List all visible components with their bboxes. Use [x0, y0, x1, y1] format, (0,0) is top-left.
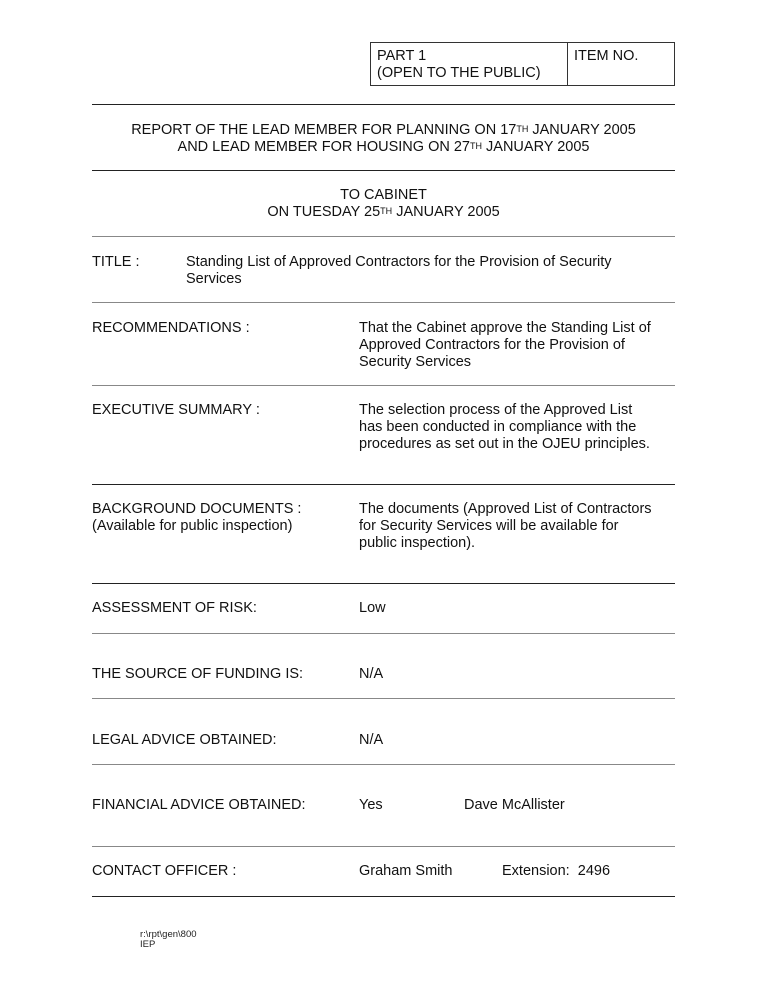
- superscript: TH: [516, 124, 529, 134]
- title-line1: Standing List of Approved Contractors for the Provision of Security: [186, 254, 612, 270]
- superscript: TH: [470, 141, 482, 151]
- text-line: (Available for public inspection): [92, 518, 293, 534]
- divider: [92, 698, 675, 699]
- text: JANUARY 2005: [392, 204, 500, 220]
- divider: [92, 104, 675, 105]
- background-documents-label: [92, 501, 301, 535]
- divider: [92, 896, 675, 897]
- source-of-funding-label: THE SOURCE OF FUNDING IS:: [92, 666, 304, 682]
- report-heading: [92, 122, 675, 156]
- recommendations-label: RECOMMENDATIONS :: [92, 320, 250, 336]
- report-heading-line1: [92, 122, 675, 139]
- text-line: procedures as set out in the OJEU principles.: [359, 436, 650, 452]
- legal-advice-value: N/A: [359, 732, 384, 748]
- divider: [92, 764, 675, 765]
- financial-advice-value: Yes: [359, 797, 383, 813]
- financial-advice-label: FINANCIAL ADVICE OBTAINED:: [92, 797, 306, 813]
- extension-number: 2496: [577, 863, 611, 879]
- executive-summary-value: [359, 402, 679, 453]
- text-line: That the Cabinet approve the Standing List of: [359, 320, 651, 336]
- assessment-of-risk-label: ASSESSMENT OF RISK:: [92, 600, 257, 616]
- footer-path: r:\rpt\gen\800: [140, 929, 197, 940]
- divider: [92, 385, 675, 386]
- title-line2: Services: [186, 271, 242, 287]
- open-status: (OPEN TO THE PUBLIC): [377, 65, 541, 81]
- text: JANUARY 2005: [482, 139, 590, 155]
- executive-summary-label: EXECUTIVE SUMMARY :: [92, 402, 260, 418]
- divider: [92, 583, 675, 584]
- source-of-funding-value: N/A: [359, 666, 384, 682]
- background-documents-value: [359, 501, 679, 552]
- text: ON TUESDAY 25: [267, 204, 381, 220]
- part-cell: [371, 43, 568, 85]
- report-heading-line2: [92, 139, 675, 156]
- cabinet-heading: [92, 187, 675, 221]
- footer-reference: [140, 930, 197, 950]
- title-value: [186, 254, 676, 288]
- legal-advice-label: LEGAL ADVICE OBTAINED:: [92, 732, 277, 748]
- divider: [92, 846, 675, 847]
- recommendations-value: [359, 320, 679, 371]
- text-line: Approved Contractors for the Provision of: [359, 337, 625, 353]
- part-item-box: [370, 42, 675, 86]
- text-line: public inspection).: [359, 535, 476, 551]
- text-line: The documents (Approved List of Contractors: [359, 501, 652, 517]
- text: REPORT OF THE LEAD MEMBER FOR PLANNING ON 17: [131, 122, 517, 138]
- text: AND LEAD MEMBER FOR HOUSING ON 27: [177, 139, 470, 155]
- text: JANUARY 2005: [528, 122, 636, 138]
- divider: [92, 633, 675, 634]
- divider: [92, 302, 675, 303]
- text-line: for Security Services will be available for: [359, 518, 619, 534]
- text-line: The selection process of the Approved List: [359, 402, 633, 418]
- superscript: TH: [380, 206, 393, 216]
- text-line: has been conducted in compliance with the: [359, 419, 637, 435]
- financial-advice-person: Dave McAllister: [464, 797, 565, 813]
- title-label: TITLE :: [92, 254, 140, 270]
- item-no-label: ITEM NO.: [574, 48, 639, 64]
- contact-officer-extension: [502, 863, 610, 880]
- cabinet-heading-line2: [92, 204, 675, 221]
- part-label: PART 1: [377, 48, 427, 64]
- footer-initials: IEP: [140, 939, 156, 950]
- divider: [92, 484, 675, 485]
- text-line: BACKGROUND DOCUMENTS :: [92, 501, 302, 517]
- assessment-of-risk-value: Low: [359, 600, 386, 616]
- cabinet-heading-line1: TO CABINET: [340, 187, 427, 203]
- text-line: Security Services: [359, 354, 472, 370]
- item-no-cell: [568, 43, 674, 85]
- extension-label: Extension:: [502, 863, 570, 879]
- divider: [92, 236, 675, 237]
- contact-officer-label: CONTACT OFFICER :: [92, 863, 237, 879]
- contact-officer-name: Graham Smith: [359, 863, 453, 879]
- divider: [92, 170, 675, 171]
